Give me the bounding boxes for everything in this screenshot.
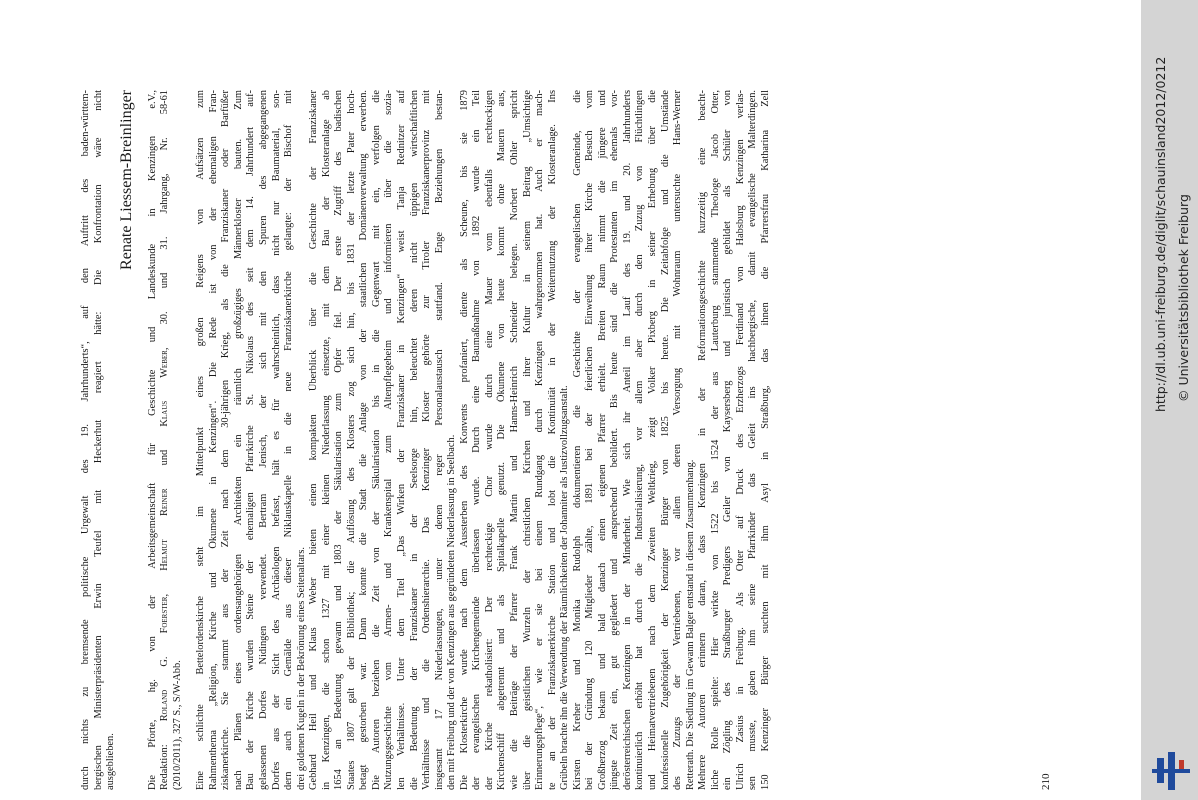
text-line: in Kenzingen, die schon 1327 mit einer kleinen Niederlassung einsetzte, mit dem Bau der Klosteranlage ab <box>320 90 332 790</box>
text-line: Großherzog bekam und bald danach einen eigenen Pfarrer erhielt. Breiten Raum nimmt die jüngere und <box>596 90 608 790</box>
page-number: 210 <box>1040 773 1052 790</box>
text-line: Die Klosterkirche wurde nach dem Aussterben des Konvents profaniert, diente als Scheune, bis sie 1879 <box>458 90 470 790</box>
ub-freiburg-logo-icon <box>1148 748 1194 794</box>
text-line: Dorfes aus der Sicht des Archäologen befasst, hält es für wahrscheinlich, dass nicht nur Baumaterial, son- <box>270 90 282 790</box>
paragraph <box>572 90 697 790</box>
text-line: die Bedeutung der Franziskaner in der Seelsorge hin, beleuchtet deren nicht üppigen wirtschaftlichen <box>408 90 420 790</box>
text-line: Erinnerungspflege“, wie er sie bei einem Rundgang durch Kenzingen wahrgenommen hat. Auch er mach- <box>534 90 546 790</box>
paragraph <box>459 90 572 790</box>
text-line: Verhältnisse und die Ordenshierarchie. Das Kenzinger Kloster gehörte zur Tiroler Franziskanerprovinz mit <box>421 90 433 790</box>
text-line: Die Pforte, hg. von der Arbeitsgemeinschaft für Geschichte und Landeskunde in Kenzingen e.V., <box>146 90 158 790</box>
text-line: Gebhard Heil und Klaus Weber bieten einen kompakten Überblick über die Geschichte der Franziskaner <box>308 90 320 790</box>
text-line: Rahmenthema „Religion, Kirche und Ökumene in Kenzingen“. Die Rede ist von der ehemaligen Fran- <box>207 90 219 790</box>
text-line: den mit Freiburg und der von Kenzingen aus gegründeten Niederlassung in Seelbach. <box>446 434 458 790</box>
text-line: betagt gestorben war. Dann konnte die Stadt die Anlage von der staatlichen Domänenverwaltung erwerben. <box>358 90 370 790</box>
text-line: len Verhältnisse. Unter dem Titel „Das Wirken der Franziskaner in Kenzingen“ weist Tanja Rednitzer auf <box>396 90 408 790</box>
text-line: dern auch ein Gemälde aus dieser Niklauskapelle in die neue Franziskanerkirche gelangte: der Bischof mit <box>283 90 295 790</box>
author-signature: Renate Liessem-Breinlinger <box>117 90 135 270</box>
text-line: bei der Gründung 120 Mitglieder zählte, 1891 bei der feierlichen Einweihung ihrer Kirche Besuch vom <box>584 90 596 790</box>
paragraph <box>195 90 308 790</box>
text-line: Eine schlichte Bettelordenskirche steht im Mittelpunkt eines großen Reigens von Aufsätzen zum <box>195 90 207 790</box>
text-line: Kirsten Kreher und Monika Rudolph dokumentieren die Geschichte der evangelischen Gemeinde, die <box>571 90 583 790</box>
text-line: konfessionelle Zugehörigkeit der Kenzinger Bürger von 1825 bis heute. Die Zeitabfolge und die Umstände <box>659 90 671 790</box>
text-line: ein Zögling des Straßburger Predigers Geiler von Kaysersberg und juristisch gebildet als Schüler von <box>722 90 734 790</box>
text-line: durch nichts zu bremsende politische Urgewalt des 19. Jahrhunderts“, auf den Auftritt des baden-württem- <box>80 90 91 790</box>
text-line: (2010/2011), 327 S., S/W-Abb. <box>171 660 183 790</box>
text-line: Bau der Kirche wurden Steine der ehemaligen Pfarrkirche St. Nikolaus des seit dem 14. Jahrhundert auf- <box>245 90 257 790</box>
text-line: Ulrich Zasius in Freiburg. Als Otter auf Druck des Erzherzogs Ferdinand von Habsburg Kenzingen verlas- <box>734 90 746 790</box>
paragraph <box>697 90 772 790</box>
text-line: des Zuzugs der Vertriebenen, vor allem deren Versorgung mit Wohnraum untersuchte Hans-Werner <box>672 90 684 790</box>
text-line: Retterath. Die Siedlung im Gewann Balger entstand in diesem Zusammenhang. <box>684 459 696 790</box>
text-line: Redaktion: Roland G. Foerster, Helmut Reiner und Klaus Weber, 30. und 31. Jahrgang, Nr. 58-61 <box>159 90 171 790</box>
text-line: Die Autoren beziehen die Zeit von der Säkularisation bis in die Gegenwart mit ein, verfolgen die <box>370 90 382 790</box>
text-line: Grübeln brachte ihn die Verwendung der Räumlichkeiten der Johanniter als Justizvollzugsanstalt. <box>559 385 571 790</box>
text-line: Nutzungsgeschichte vom Armen- und Krankenspital zum Altenpflegeheim und informieren über die sozia- <box>383 90 395 790</box>
text-line: ausgeblieben. <box>105 733 117 790</box>
text-line: 150 Kenzinger Bürger suchten mit ihm Asyl in Straßburg, das ihnen die Pfarrersfrau Katharina Zell <box>759 90 771 790</box>
text-line: Kirchenschiff abgetrennt und als Spitalkapelle genutzt. Die Ökumene von heute kommt ohne Mauern aus, <box>496 90 508 790</box>
text-line: kontinuierlich erhöht hat durch die Industrialisierung, vor allem aber durch den Zuzug von Flüchtlingen <box>634 90 646 790</box>
text-line: ziskanerkirche. Sie stammt aus der Zeit nach dem 30-jährigen Krieg, als die Franziskaner oder Barfüßer <box>220 90 232 790</box>
text-line: über die geistlichen Wurzeln der christlichen Kirchen und ihrer Kultur in seinem Beitrag „Umsichtige <box>521 90 533 790</box>
text-line: wie die Beiträge der Pfarrer Frank Martin und Hanns-Heinrich Schneider belegen. Norbert Ohler spricht <box>508 90 520 790</box>
text-line: te an der Franziskanerkirche Station und lobt die Kontinuität in der Weiternutzung der Klosteranlage. Ins <box>546 90 558 790</box>
text-line: bergischen Ministerpräsidenten Erwin Teufel mit Heckerhut reagiert hätte: Die Konfrontation wäre nicht <box>92 90 104 790</box>
text-line: liche Rolle spielte: Hier wirkte von 1522 bis 1524 der aus Lauterburg stammende Theologe Jacob Otter, <box>709 90 721 790</box>
text-line: jüngste Zeit ein, gut gegliedert und ansprechend bebildert. Bis heute sind die Protestanten im ehemals vor- <box>609 90 621 790</box>
review-body <box>195 90 772 790</box>
text-line: nach Plänen eines ordensangehörigen Architekten ein räumlich großzügiges Männerkloster bauten. Zum <box>232 90 244 790</box>
preceding-review-end <box>80 90 118 790</box>
text-line: der Kirche rekatholisiert: Der rechteckige Chor wurde durch eine Mauer vom ebenfalls rechteckigen <box>483 90 495 790</box>
book-citation <box>147 90 185 790</box>
copyright-notice: © Universitätsbibliothek Freiburg <box>1176 194 1191 402</box>
text-line: gelassenen Dorfes Nidingen verwendet. Bertram Jenisch, der sich mit den Spuren des abgegangenen <box>258 90 270 790</box>
rotated-page <box>80 90 1052 790</box>
text-line: Staates 1807 galt der Bibliothek; die Auflösung des Klosters zog sich hin, bis 1831 der letzte Pater hoch- <box>345 90 357 790</box>
text-line: derösterreichischen Kenzingen in der Minderheit. Wie sich ihr Anteil im Lauf des 19. und 20. Jahrhunderts <box>621 90 633 790</box>
text-line: der evangelischen Kirchengemeinde überlassen wurde. Durch eine Baumaßnahme von 1892 wurde ein Teil <box>471 90 483 790</box>
text-line: und Heimatvertriebenen nach dem Zweiten Weltkrieg, zeigt Volker Pixberg in seiner Erhebung über die <box>646 90 658 790</box>
text-line: insgesamt 17 Niederlassungen, unter denen reger Personalaustausch stattfand. Enge Beziehungen bestan- <box>433 90 445 790</box>
text-line: drei goldenen Kugeln in der Bekrönung eines Seitenaltars. <box>295 547 307 790</box>
paragraph <box>308 90 459 790</box>
text-line: sen musste, gaben ihm seine Pfarrkinder das Geleit ins hachbergische, damit evangelische Malterdingen. <box>747 90 759 790</box>
text-line: 1654 an Bedeutung gewann und 1803 der Säkularisation zum Opfer fiel. Der erste Zugriff des badischen <box>333 90 345 790</box>
source-url-link[interactable]: http://dl.ub.uni-freiburg.de/diglit/schauinsland2012/0212 <box>1153 56 1168 412</box>
text-line: Mehrere Autoren erinnern daran, dass Kenzingen in der Reformationsgeschichte kurzzeitig eine beacht- <box>697 90 709 790</box>
